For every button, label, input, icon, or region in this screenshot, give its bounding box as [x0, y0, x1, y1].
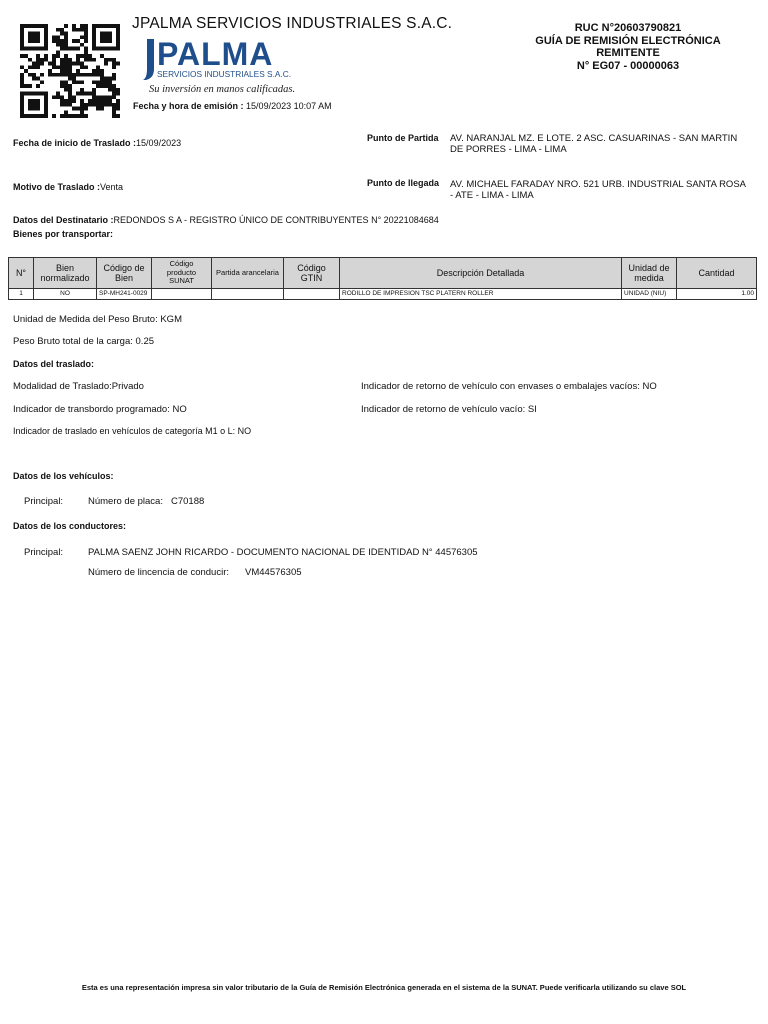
table-cell — [212, 289, 284, 300]
conductores-title: Datos de los conductores: — [13, 521, 127, 531]
footer-disclaimer: Esta es una representación impresa sin valor tributario de la Guía de Remisión Electrónica generada en el sistema de la SUNAT. Puede verificarla utilizando su clave SOL — [81, 983, 687, 992]
destinatario-value: REDONDOS S A - REGISTRO ÚNICO DE CONTRIBUYENTES N° 20221084684 — [113, 215, 439, 225]
conductor-principal-label: Principal: — [24, 547, 64, 558]
destinatario — [13, 210, 439, 228]
svg-text:SERVICIOS INDUSTRIALES S.A.C.: SERVICIOS INDUSTRIALES S.A.C. — [157, 69, 292, 79]
vehiculos-title: Datos de los vehículos: — [13, 471, 114, 481]
fecha-inicio-traslado — [13, 133, 181, 151]
company-name: JPALMA SERVICIOS INDUSTRIALES S.A.C. — [132, 15, 453, 32]
emision-value: 15/09/2023 10:07 AM — [246, 101, 332, 111]
svg-text:Su inversión en manos califica: Su inversión en manos calificadas. — [149, 84, 296, 95]
company-logo — [143, 36, 323, 98]
conductor-name: PALMA SAENZ JOHN RICARDO - DOCUMENTO NACIONAL DE IDENTIDAD N° 44576305 — [88, 547, 478, 558]
svg-text:PALMA: PALMA — [157, 36, 274, 72]
col-header: Código de Bien — [97, 258, 152, 289]
punto-partida-value: AV. NARANJAL MZ. E LOTE. 2 ASC. CASUARINAS - SAN MARTIN DE PORRES - LIMA - LIMA — [450, 133, 738, 155]
placa-label: Número de placa: — [88, 496, 163, 507]
transbordo-programado: Indicador de transbordo programado: NO — [13, 404, 187, 415]
retorno-vacio: Indicador de retorno de vehículo vacío: SI — [361, 404, 537, 415]
table-header-row — [9, 258, 757, 289]
table-cell: RODILLO DE IMPRESION TSC PLATERN ROLLER — [340, 289, 622, 300]
document-id-box — [510, 22, 746, 72]
destinatario-label: Datos del Destinatario : — [13, 215, 114, 225]
punto-partida-label: Punto de Partida — [367, 133, 439, 143]
fecha-value: 15/09/2023 — [136, 138, 182, 148]
modalidad-traslado: Modalidad de Traslado:Privado — [13, 381, 144, 392]
table-cell: 1.00 — [677, 289, 757, 300]
datos-traslado-title: Datos del traslado: — [13, 359, 95, 369]
motivo-value: Venta — [100, 182, 124, 192]
emision-datetime — [133, 101, 332, 111]
motivo-traslado — [13, 177, 123, 195]
col-header: Código GTIN — [284, 258, 340, 289]
col-header: Unidad de medida — [622, 258, 677, 289]
licencia-label: Número de lincencia de conducir: — [88, 567, 229, 578]
vehiculo-principal-label: Principal: — [24, 496, 64, 507]
col-header: Descripción Detallada — [340, 258, 622, 289]
peso-total: Peso Bruto total de la carga: 0.25 — [13, 336, 155, 347]
categoria-m1-l: Indicador de traslado en vehículos de categoría M1 o L: NO — [13, 426, 252, 436]
emision-label: Fecha y hora de emisión : — [133, 101, 244, 111]
bienes-title: Bienes por transportar: — [13, 229, 114, 239]
retorno-envases: Indicador de retorno de vehículo con envases o embalajes vacíos: NO — [361, 381, 657, 392]
col-header: Código producto SUNAT — [152, 258, 212, 289]
licencia-value: VM44576305 — [245, 567, 302, 578]
fecha-label: Fecha de inicio de Traslado : — [13, 138, 137, 148]
table-cell — [284, 289, 340, 300]
table-cell — [152, 289, 212, 300]
table-row — [9, 289, 757, 300]
punto-llegada-label: Punto de llegada — [367, 178, 440, 188]
motivo-label: Motivo de Traslado : — [13, 182, 101, 192]
table-cell: SP-MH241-0029 — [97, 289, 152, 300]
col-header: N° — [9, 258, 34, 289]
ruc-number: RUC N°20603790821 — [574, 22, 682, 34]
document-type: GUÍA DE REMISIÓN ELECTRÓNICA — [535, 34, 721, 47]
document-number: N° EG07 - 00000063 — [576, 59, 680, 72]
unidad-peso: Unidad de Medida del Peso Bruto: KGM — [13, 314, 182, 325]
table-cell: NO — [34, 289, 97, 300]
items-table — [8, 257, 757, 300]
placa-value: C70188 — [171, 496, 205, 507]
document-subtype: REMITENTE — [596, 47, 660, 59]
col-header: Bien normalizado — [34, 258, 97, 289]
qr-code — [20, 24, 120, 118]
table-cell: UNIDAD (NIU) — [622, 289, 677, 300]
col-header: Cantidad — [677, 258, 757, 289]
table-cell: 1 — [9, 289, 34, 300]
col-header: Partida arancelaria — [212, 258, 284, 289]
punto-llegada-value: AV. MICHAEL FARADAY NRO. 521 URB. INDUSTRIAL SANTA ROSA - ATE - LIMA - LIMA — [450, 179, 746, 201]
